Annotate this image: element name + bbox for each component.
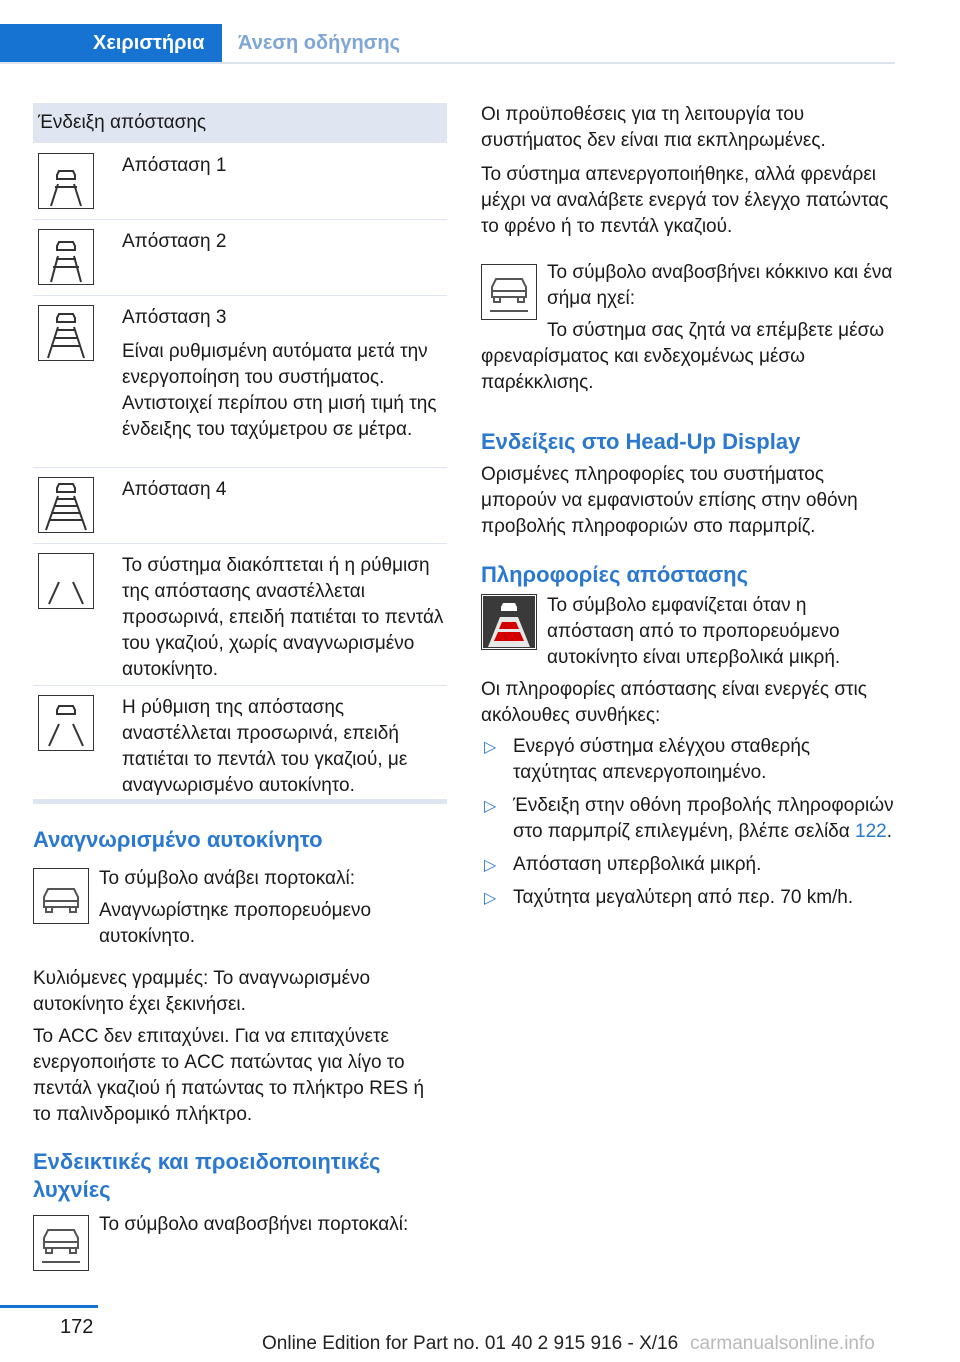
distance-4-icon [38, 477, 94, 533]
row-text: Απόσταση 3 [122, 307, 227, 328]
row-text: Απόσταση 1 [122, 155, 227, 176]
page-header [0, 24, 895, 64]
header-tab-manual[interactable]: Χειριστήρια [0, 24, 222, 62]
list-item: ▷ Απόσταση υπερβολικά μικρή. [481, 852, 896, 878]
section-title-detected: Αναγνωρισμένο αυτοκίνητο [33, 827, 323, 852]
table-row [33, 219, 447, 296]
car-warning-icon [33, 1215, 89, 1271]
right-para-2: Το σύστημα απενεργοποιήθηκε, αλλά φρενάρει μέχρι να αναλάβετε ενεργά τον έλεγχο πατώντας το φρένο ή το πεντάλ γκαζιού. [481, 164, 889, 237]
bullet-triangle-icon: ▷ [484, 798, 497, 815]
distance-3-icon [38, 305, 94, 361]
row-text: Απόσταση 4 [122, 479, 227, 500]
watermark: carmanualsonline.info [690, 1333, 875, 1354]
distance-2-icon [38, 229, 94, 285]
row-text: Είναι ρυθμισμένη αυτόματα μετά την ενεργοποίηση του συστήματος. Αντιστοιχεί περίπου στη μισή τιμή της ένδειξης του ταχύμετρου σε μέτρα. [122, 341, 437, 440]
hud-para: Ορισμένες πληροφορίες του συστήματος μπορούν να εμφανιστούν επίσης στην οθόνη προβολής πληροφοριών στο παρμπρίζ. [481, 464, 858, 537]
detected-para-2: Το ACC δεν επιταχύνει. Για να επιταχύνετε ενεργοποιήστε το ACC πατώντας για λίγο το πεντάλ γκαζιού ή πατώντας το πλήκτρο RES ή το παλινδρομικό πλήκτρο. [33, 1026, 425, 1125]
info-para: Οι πληροφορίες απόστασης είναι ενεργές στις ακόλουθες συνθήκες: [481, 679, 867, 726]
header-tab-section[interactable]: Άνεση οδήγησης [238, 32, 400, 54]
edition-footer: Online Edition for Part no. 01 40 2 915 916 - X/16 [262, 1333, 679, 1354]
table-row [33, 467, 447, 544]
hud-distance-warning-icon [481, 594, 537, 650]
table-row [33, 543, 447, 686]
table-row [33, 143, 447, 220]
bullet-triangle-icon: ▷ [484, 857, 497, 874]
car-orange-icon [33, 868, 89, 924]
bullet-triangle-icon: ▷ [484, 890, 497, 907]
detected-icon-text-1: Το σύμβολο ανάβει πορτοκαλί: [99, 868, 355, 889]
info-icon-text: Το σύμβολο εμφανίζεται όταν η απόσταση από το προπορευόμενο αυτοκίνητο είναι υπερβολικά μικρή. [547, 595, 841, 668]
table-row [33, 295, 447, 468]
list-item: ▷ Ενεργό σύστημα ελέγχου σταθερής ταχύτητας απενεργοποιημένο. [484, 736, 811, 783]
table-heading: Ένδειξη απόστασης [33, 103, 447, 143]
list-item: ▷ Ταχύτητα μεγαλύτερη από περ. 70 km/h. [481, 885, 896, 911]
right-para-1: Οι προϋποθέσεις για τη λειτουργία του συστήματος δεν είναι πια εκπληρωμένες. [481, 104, 826, 151]
bullet-triangle-icon: ▷ [484, 739, 497, 756]
section-title-warnings: Ενδεικτικές και προειδοποιητικές λυχνίες [33, 1149, 381, 1202]
detected-icon-text-2: Αναγνωρίστηκε προπορευόμενο αυτοκίνητο. [99, 900, 372, 947]
table-end-rule [33, 799, 447, 804]
warnings-icon-text: Το σύμβολο αναβοσβήνει πορτοκαλί: [99, 1214, 409, 1235]
car-red-icon [481, 264, 537, 320]
distance-interrupted-icon [38, 553, 94, 609]
distance-1-icon [38, 153, 94, 209]
row-text: Το σύστημα διακόπτεται ή η ρύθμιση της απόστασης αναστέλλεται προσωρινά, επειδή πατιέται το πεντάλ του γκαζιού, χωρίς αναγνωρισμένο αυτοκίνητο. [122, 555, 444, 680]
page-number: 172 [60, 1316, 94, 1338]
red-icon-text-2: Το σύστημα σας ζητά να επέμβετε μέσω φρεναρίσματος και ενδεχομένως μέσω παρέκκλισης. [481, 320, 885, 393]
red-icon-text-1: Το σύμβολο αναβοσβήνει κόκκινο και ένα σήμα ηχεί: [547, 262, 893, 309]
page-number-rule [0, 1305, 98, 1308]
section-title-hud: Ενδείξεις στο Head-Up Display [481, 429, 801, 454]
distance-suspended-car-icon [38, 695, 94, 751]
page-link[interactable]: 122 [855, 821, 887, 842]
list-item: ▷ Ένδειξη στην οθόνη προβολής πληροφοριών στο παρμπρίζ επιλεγμένη, βλέπε σελίδα 122. [484, 795, 894, 842]
detected-para-1: Κυλιόμενες γραμμές: Το αναγνωρισμένο αυτοκίνητο έχει ξεκινήσει. [33, 968, 371, 1015]
row-text: Η ρύθμιση της απόστασης αναστέλλεται προσωρινά, επειδή πατιέται το πεντάλ του γκαζιού, με αναγνωρισμένο αυτοκίνητο. [122, 697, 408, 796]
conditions-list [481, 734, 896, 918]
table-row [33, 685, 447, 799]
section-title-distance-info: Πληροφορίες απόστασης [481, 562, 749, 587]
row-text: Απόσταση 2 [122, 231, 227, 252]
